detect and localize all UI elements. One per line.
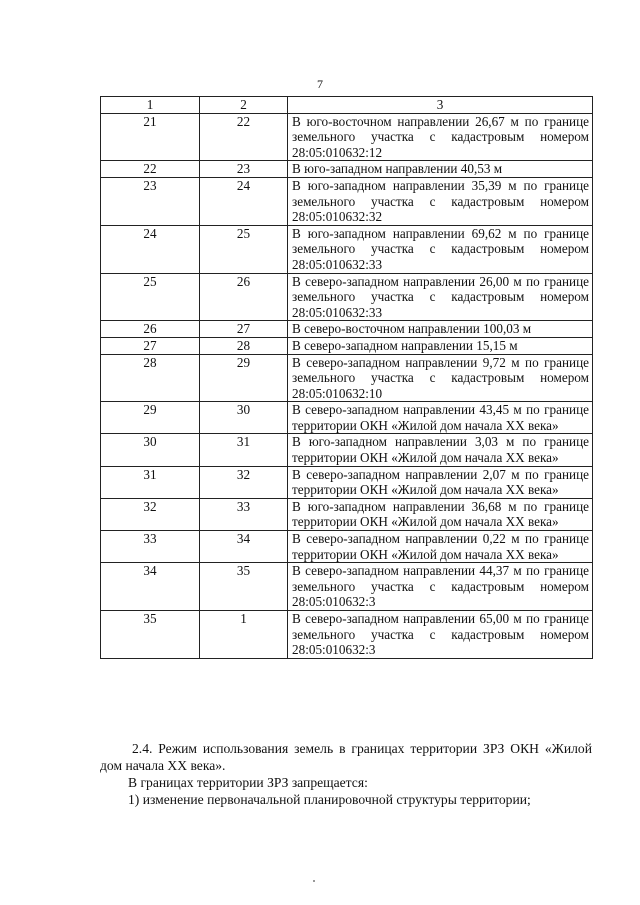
table-row (101, 434, 593, 466)
point-from: 21 (101, 113, 200, 161)
table-row (101, 225, 593, 273)
point-to: 24 (200, 177, 288, 225)
point-from: 33 (101, 531, 200, 563)
point-from: 22 (101, 161, 200, 178)
boundary-table (100, 96, 593, 659)
point-to: 29 (200, 354, 288, 402)
point-from: 32 (101, 498, 200, 530)
point-from: 31 (101, 466, 200, 498)
point-to: 23 (200, 161, 288, 178)
point-from: 35 (101, 611, 200, 659)
list-item: 1) изменение первоначальной планировочной структуры территории; (128, 792, 531, 807)
table-row (101, 498, 593, 530)
point-from: 29 (101, 402, 200, 434)
point-from: 27 (101, 337, 200, 354)
header-col-3: 3 (288, 97, 593, 114)
point-to: 28 (200, 337, 288, 354)
boundary-description: В юго-западном направлении 69,62 м по границе земельного участка с кадастровым номером 28:05:010632:33 (288, 225, 593, 273)
boundary-description: В юго-западном направлении 35,39 м по границе земельного участка с кадастровым номером 28:05:010632:32 (288, 177, 593, 225)
point-from: 28 (101, 354, 200, 402)
table-body (101, 113, 593, 658)
table-row (101, 402, 593, 434)
boundary-description: В северо-западном направлении 0,22 м по границе территории ОКН «Жилой дом начала XX века» (288, 531, 593, 563)
section-heading: 2.4. Режим использования земель в границах территории ЗРЗ ОКН «Жилой дом начала XX века». (100, 741, 592, 773)
boundary-description: В юго-западном направлении 3,03 м по границе территории ОКН «Жилой дом начала XX века» (288, 434, 593, 466)
point-to: 35 (200, 563, 288, 611)
point-to: 22 (200, 113, 288, 161)
point-to: 33 (200, 498, 288, 530)
point-to: 25 (200, 225, 288, 273)
boundary-description: В юго-восточном направлении 26,67 м по границе земельного участка с кадастровым номером 28:05:010632:12 (288, 113, 593, 161)
boundary-description: В юго-западном направлении 40,53 м (288, 161, 593, 178)
table-row (101, 466, 593, 498)
point-from: 23 (101, 177, 200, 225)
point-to: 30 (200, 402, 288, 434)
point-to: 27 (200, 321, 288, 338)
point-from: 34 (101, 563, 200, 611)
point-to: 34 (200, 531, 288, 563)
point-to: 26 (200, 273, 288, 321)
point-from: 24 (101, 225, 200, 273)
table-row (101, 563, 593, 611)
boundary-description: В юго-западном направлении 36,68 м по границе территории ОКН «Жилой дом начала XX века» (288, 498, 593, 530)
scan-dot (313, 880, 315, 882)
boundary-description: В северо-восточном направлении 100,03 м (288, 321, 593, 338)
point-to: 32 (200, 466, 288, 498)
boundary-description: В северо-западном направлении 26,00 м по границе земельного участка с кадастровым номером 28:05:010632:33 (288, 273, 593, 321)
paragraph: В границах территории ЗРЗ запрещается: (128, 775, 368, 790)
point-from: 25 (101, 273, 200, 321)
point-to: 1 (200, 611, 288, 659)
boundary-description: В северо-западном направлении 65,00 м по границе земельного участка с кадастровым номером 28:05:010632:3 (288, 611, 593, 659)
boundary-description: В северо-западном направлении 2,07 м по границе территории ОКН «Жилой дом начала XX века» (288, 466, 593, 498)
boundary-description: В северо-западном направлении 43,45 м по границе территории ОКН «Жилой дом начала XX века» (288, 402, 593, 434)
table-row (101, 611, 593, 659)
boundary-description: В северо-западном направлении 9,72 м по границе земельного участка с кадастровым номером 28:05:010632:10 (288, 354, 593, 402)
point-from: 30 (101, 434, 200, 466)
table-row (101, 354, 593, 402)
table-row (101, 531, 593, 563)
header-col-1: 1 (101, 97, 200, 114)
table-row (101, 321, 593, 338)
boundary-description: В северо-западном направлении 44,37 м по границе земельного участка с кадастровым номером 28:05:010632:3 (288, 563, 593, 611)
point-to: 31 (200, 434, 288, 466)
point-from: 26 (101, 321, 200, 338)
table-row (101, 161, 593, 178)
table-row (101, 113, 593, 161)
table-row (101, 273, 593, 321)
table-header-row (101, 97, 593, 114)
table-row (101, 177, 593, 225)
table-row (101, 337, 593, 354)
boundary-description: В северо-западном направлении 15,15 м (288, 337, 593, 354)
header-col-2: 2 (200, 97, 288, 114)
page-number: 7 (317, 77, 323, 91)
